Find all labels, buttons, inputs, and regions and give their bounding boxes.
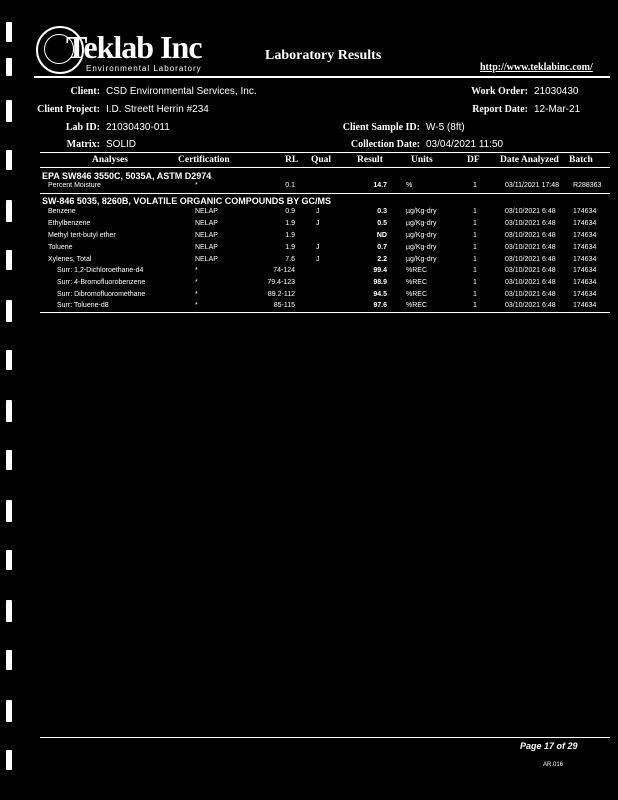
client-label: Client: [70, 86, 100, 97]
result: 0.7 [377, 244, 387, 251]
sample-id-label: Client Sample ID: [342, 122, 420, 133]
table-row [0, 230, 618, 242]
batch: 174634 [573, 302, 597, 309]
client-value: CSD Environmental Services, Inc. [106, 86, 257, 97]
df: 1 [473, 232, 477, 239]
report-date-label: Report Date: [472, 104, 528, 115]
section-title: SW-846 5035, 8260B, VOLATILE ORGANIC COMPOUNDS BY GC/MS [42, 196, 332, 206]
analyte: Benzene [48, 208, 76, 215]
punch-mark [6, 400, 12, 422]
punch-mark [6, 450, 12, 470]
units: µg/Kg-dry [406, 220, 437, 227]
matrix-value: SOLID [106, 139, 137, 150]
punch-mark [6, 700, 12, 722]
punch-mark [6, 150, 12, 170]
analyte: Ethylbenzene [48, 220, 91, 227]
sample-id-value: W-5 (8ft) [426, 122, 465, 133]
units: %REC [406, 302, 428, 309]
rl: 1.9 [285, 244, 295, 251]
rl: 7.6 [285, 256, 295, 263]
certification: * [195, 267, 198, 274]
divider [40, 167, 610, 168]
table-row [0, 218, 618, 230]
batch: 174634 [573, 244, 597, 251]
certification: * [195, 182, 198, 189]
table-row [0, 277, 618, 289]
units: µg/Kg-dry [406, 232, 437, 239]
rl: 89.2-112 [267, 291, 295, 298]
result: 94.5 [373, 291, 387, 298]
page-title: Laboratory Results [265, 48, 382, 63]
result: 0.3 [377, 208, 387, 215]
rl: 74-124 [273, 267, 295, 274]
date-analyzed: 03/11/2021 17:48 [505, 182, 559, 189]
units: %REC [406, 267, 428, 274]
batch: R288363 [573, 182, 602, 189]
page-number: Page 17 of 29 [520, 741, 578, 751]
project-value: I.D. Streett Herrin #234 [106, 104, 209, 115]
punch-mark [6, 750, 12, 770]
result: ND [376, 232, 387, 239]
col-date-analyzed: Date Analyzed [500, 155, 559, 165]
units: %REC [406, 291, 428, 298]
result: 98.9 [373, 279, 387, 286]
df: 1 [473, 279, 477, 286]
section-title: EPA SW846 3550C, 5035A, ASTM D2974 [42, 171, 212, 181]
batch: 174634 [573, 267, 597, 274]
punch-mark [6, 500, 12, 522]
certification: NELAP [195, 244, 218, 251]
project-label: Client Project: [37, 104, 100, 115]
qual: J [316, 220, 320, 227]
analyte: Surr: 1,2-Dichloroethane-d4 [57, 267, 144, 274]
rl: 79.4-123 [267, 279, 295, 286]
table-row [0, 265, 618, 277]
col-batch: Batch [569, 155, 593, 165]
divider [40, 312, 610, 313]
units: µg/Kg-dry [406, 244, 437, 251]
df: 1 [473, 302, 477, 309]
date-analyzed: 03/10/2021 6:48 [505, 244, 556, 251]
matrix-label: Matrix: [66, 139, 100, 150]
result: 14.7 [373, 182, 387, 189]
col-certification: Certification [178, 155, 230, 165]
table-row [0, 242, 618, 254]
logo-text: Teklab Inc [66, 29, 202, 65]
df: 1 [473, 267, 477, 274]
certification: * [195, 302, 198, 309]
logo-subtitle: Environmental Laboratory [86, 64, 202, 73]
df: 1 [473, 256, 477, 263]
result: 99.4 [373, 267, 387, 274]
batch: 174634 [573, 208, 597, 215]
qual: J [316, 256, 320, 263]
qual: J [316, 244, 320, 251]
date-analyzed: 03/10/2021 6:48 [505, 291, 556, 298]
footer-rule [40, 737, 610, 738]
batch: 174634 [573, 291, 597, 298]
report-date-value: 12-Mar-21 [534, 104, 581, 115]
certification: NELAP [195, 256, 218, 263]
col-rl: RL [285, 155, 299, 165]
certification: NELAP [195, 208, 218, 215]
analyte: Toluene [48, 244, 73, 251]
punch-mark [6, 100, 12, 122]
units: %REC [406, 279, 428, 286]
page-code: AR.016 [543, 762, 564, 768]
analyte: Surr: 4-Bromofluorobenzene [57, 279, 146, 286]
punch-mark [6, 58, 12, 76]
col-units: Units [411, 155, 433, 165]
df: 1 [473, 220, 477, 227]
col-qual: Qual [311, 155, 332, 165]
work-order-label: Work Order: [471, 86, 528, 97]
divider [40, 193, 610, 194]
certification: NELAP [195, 232, 218, 239]
date-analyzed: 03/10/2021 6:48 [505, 302, 556, 309]
work-order-value: 21030430 [534, 86, 579, 97]
rl: 1.9 [285, 232, 295, 239]
units: µg/Kg-dry [406, 208, 437, 215]
analyte: Percent Moisture [48, 182, 101, 189]
df: 1 [473, 182, 477, 189]
collection-date-label: Collection Date: [350, 139, 420, 150]
certification: * [195, 279, 198, 286]
col-result: Result [357, 155, 383, 165]
df: 1 [473, 244, 477, 251]
col-df: DF [467, 155, 480, 165]
punch-mark [6, 650, 12, 670]
certification: NELAP [195, 220, 218, 227]
date-analyzed: 03/10/2021 6:48 [505, 220, 556, 227]
result: 97.6 [373, 302, 387, 309]
certification: * [195, 291, 198, 298]
analyte: Surr: Toluene-d8 [57, 302, 109, 309]
rl: 1.9 [285, 220, 295, 227]
batch: 174634 [573, 232, 597, 239]
qual: J [316, 208, 320, 215]
result: 2.2 [377, 256, 387, 263]
date-analyzed: 03/10/2021 6:48 [505, 279, 556, 286]
lab-id-label: Lab ID: [65, 122, 100, 133]
rl: 85-115 [273, 302, 295, 309]
analyte: Xylenes, Total [48, 256, 92, 263]
collection-date-value: 03/04/2021 11:50 [426, 139, 504, 150]
lab-id-value: 21030430-011 [106, 122, 170, 133]
df: 1 [473, 208, 477, 215]
punch-mark [6, 550, 12, 570]
batch: 174634 [573, 220, 597, 227]
batch: 174634 [573, 256, 597, 263]
divider [40, 152, 610, 153]
table-row [0, 180, 618, 192]
punch-mark [6, 350, 12, 370]
table-row [0, 206, 618, 218]
table-row [0, 300, 618, 312]
header-rule [34, 76, 610, 78]
col-analyses: Analyses [92, 155, 128, 165]
date-analyzed: 03/10/2021 6:48 [505, 267, 556, 274]
punch-mark [6, 22, 12, 42]
date-analyzed: 03/10/2021 6:48 [505, 232, 556, 239]
analyte: Methyl tert-butyl ether [48, 232, 116, 239]
units: % [406, 182, 413, 189]
rl: 0.9 [285, 208, 295, 215]
batch: 174634 [573, 279, 597, 286]
result: 0.5 [377, 220, 387, 227]
analyte: Surr: Dibromofluoromethane [57, 291, 146, 298]
rl: 0.1 [285, 182, 295, 189]
df: 1 [473, 291, 477, 298]
date-analyzed: 03/10/2021 6:48 [505, 208, 556, 215]
punch-mark [6, 600, 12, 622]
units: µg/Kg-dry [406, 256, 437, 263]
website-link[interactable]: http://www.teklabinc.com/ [480, 62, 593, 73]
date-analyzed: 03/10/2021 6:48 [505, 256, 556, 263]
